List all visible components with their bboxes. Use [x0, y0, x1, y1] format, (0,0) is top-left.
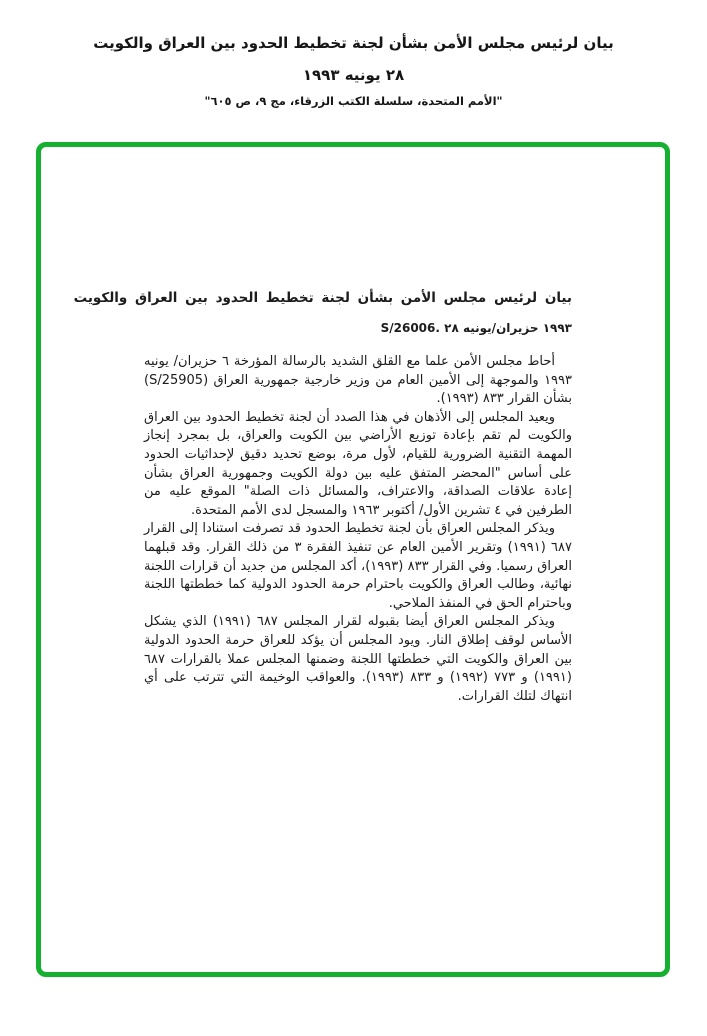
document-reference-line: S/26006. ‎٢٨‎ حزيران/يونيه‎ ١٩٩٣ [380, 321, 572, 335]
document-paragraph: ويذكر المجلس العراق أيضا بقبوله لقرار المجلس ٦٨٧ (١٩٩١) الذي يشكل الأساس لوقف إطلاق النار. ويود المجلس أن يؤكد للعراق حرمة الحدود الدولية بين العراق والكويت التي خططتها اللجنة وضمنها المجلس عملا بالقرارات ٦٨٧ (١٩٩١) و ٧٧٣ (١٩٩٢) و ٨٣٣ (١٩٩٣). والعواقب الوخيمة التي تترتب على أي انتهاك لتلك القرارات. [144, 614, 572, 704]
document-paragraph: ويعيد المجلس إلى الأذهان في هذا الصدد أن لجنة تخطيط الحدود بين العراق والكويت لم تقم بإعادة توزيع الأراضي بين الكويت والعراق، بل بمجرد إنجاز المهمة التقنية الضرورية للقيام، لأول مرة، بوضع تحديد دقيق لإحداثيات الحدود على أساس "المحضر المتفق عليه بين دولة الكويت وجمهورية العراق بشأن إعادة علاقات الصداقة، والاعتراف، والمسائل ذات الصلة" الموقع عليه من الطرفين في ٤ تشرين الأول/ أكتوبر ١٩٦٣ والمسجل لدى الأمم المتحدة. [144, 409, 572, 518]
document-paragraph: أحاط مجلس الأمن علما مع القلق الشديد بالرسالة المؤرخة ٦ حزيران/ يونيه ١٩٩٣ والموجهة إلى الأمين العام من وزير خارجية جمهورية العراق (S/25905) بشأن القرار ٨٣٣ (١٩٩٣). [144, 354, 572, 407]
document-paragraph: ويذكر المجلس العراق بأن لجنة تخطيط الحدود قد تصرفت استنادا إلى القرار ٦٨٧ (١٩٩١) وتقرير الأمين العام عن تنفيذ الفقرة ٣ من ذلك القرار. وقد قبلهما العراق رسميا. وفي القرار ٨٣٣ (١٩٩٣)، أكد المجلس من جديد أن قرارات اللجنة نهائية، وطالب العراق والكويت باحترام حرمة الحدود الدولية كما خططتها اللجنة وباحترام الحق في المنفذ الملاحي. [144, 521, 572, 611]
document-body [144, 353, 572, 706]
header-title: بيان لرئيس مجلس الأمن بشأن لجنة تخطيط الحدود بين العراق والكويت [93, 34, 614, 52]
header-date: ٢٨ يونيه ١٩٩٣ [302, 66, 405, 84]
header-source-citation: "الأمم المتحدة، سلسلة الكتب الزرقاء، مج ٩، ص ٦٠٥" [204, 94, 503, 108]
page-header [0, 34, 707, 108]
document-scan-content [73, 290, 572, 706]
document-title: بيان لرئيس مجلس الأمن بشأن لجنة تخطيط الحدود بين العراق والكويت [73, 290, 572, 306]
